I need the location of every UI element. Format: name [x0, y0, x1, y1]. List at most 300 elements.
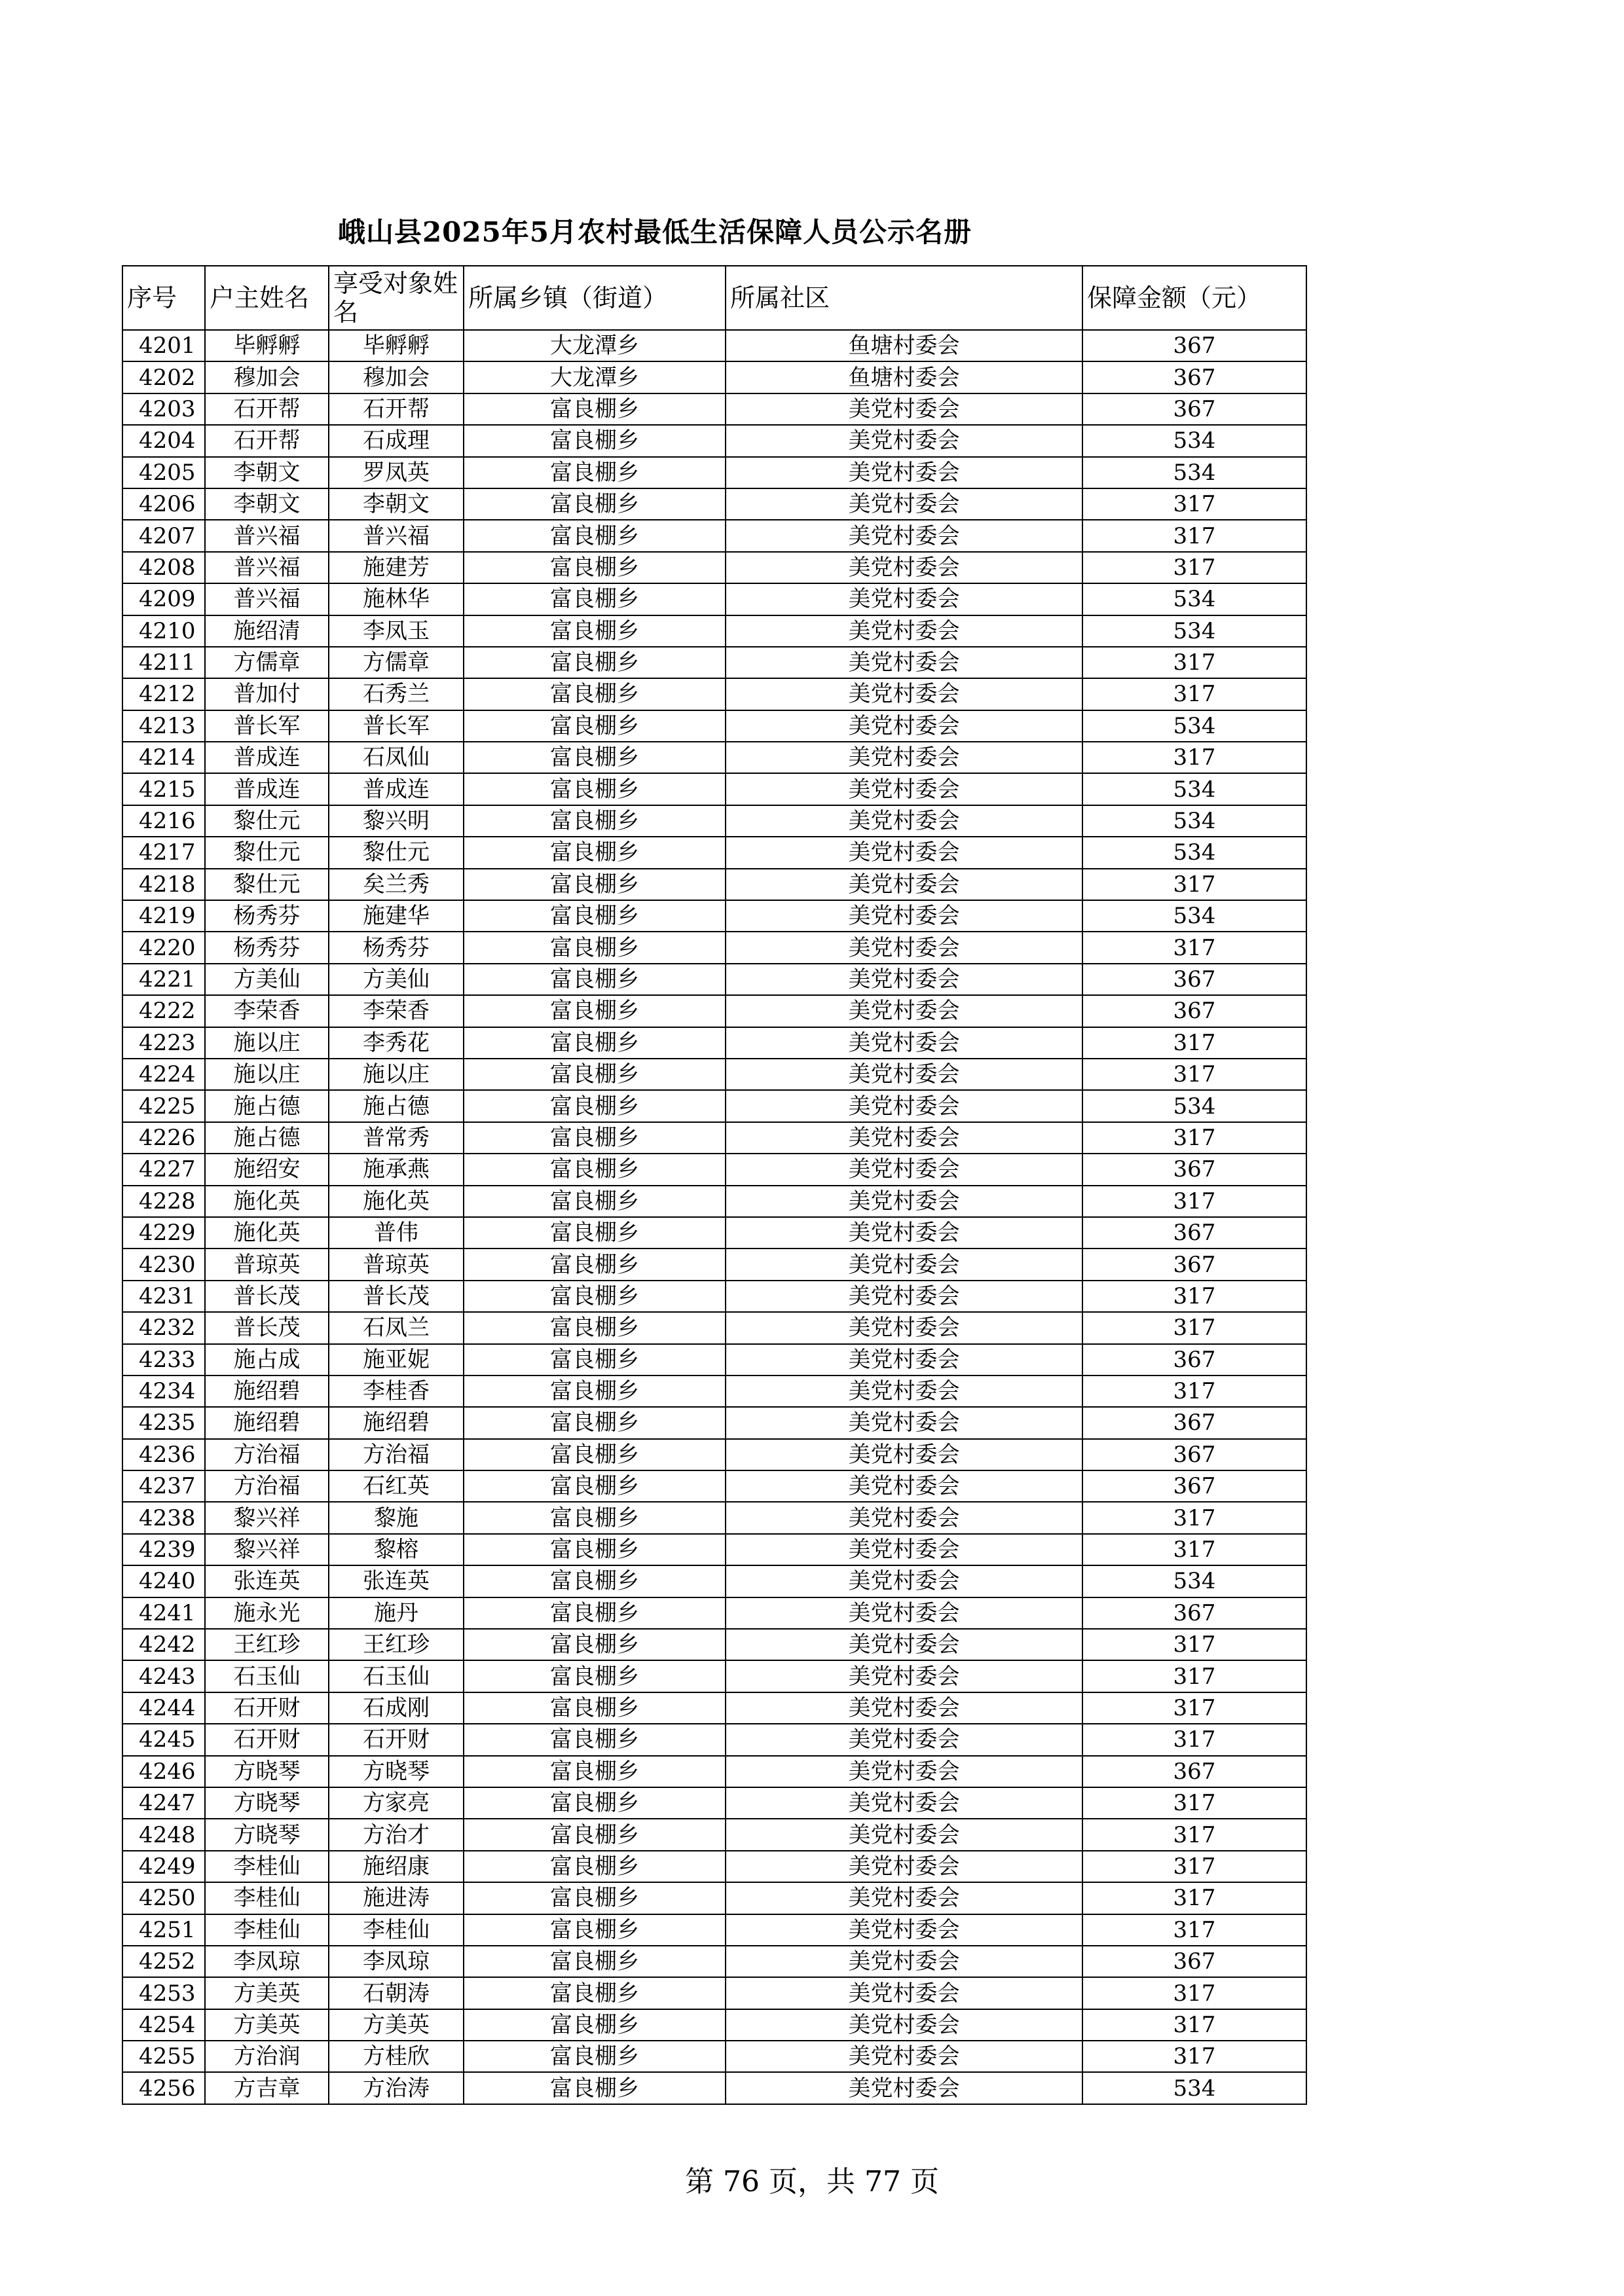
table-row	[122, 773, 1306, 805]
table-row	[122, 457, 1306, 488]
cell-township: 富良棚乡	[464, 1946, 726, 1977]
cell-amount: 534	[1082, 1565, 1306, 1597]
cell-beneficiary: 黎施	[329, 1502, 464, 1533]
cell-township: 富良棚乡	[464, 773, 726, 805]
cell-township: 富良棚乡	[464, 1122, 726, 1154]
cell-index: 4256	[122, 2072, 205, 2104]
cell-beneficiary: 杨秀芬	[329, 932, 464, 963]
table-row	[122, 932, 1306, 963]
cell-beneficiary: 李朝文	[329, 488, 464, 520]
cell-community: 美党村委会	[726, 678, 1082, 710]
cell-beneficiary: 石秀兰	[329, 678, 464, 710]
cell-township: 富良棚乡	[464, 678, 726, 710]
cell-amount: 367	[1082, 964, 1306, 995]
cell-household-head: 普兴福	[205, 552, 329, 583]
cell-community: 美党村委会	[726, 900, 1082, 932]
cell-beneficiary: 普琼英	[329, 1248, 464, 1280]
table-row	[122, 1946, 1306, 1977]
cell-beneficiary: 方治涛	[329, 2072, 464, 2104]
cell-community: 美党村委会	[726, 1186, 1082, 1217]
cell-household-head: 施绍安	[205, 1154, 329, 1185]
cell-beneficiary: 黎兴明	[329, 805, 464, 837]
cell-township: 富良棚乡	[464, 1787, 726, 1819]
cell-township: 富良棚乡	[464, 1376, 726, 1407]
table-row	[122, 1629, 1306, 1660]
cell-household-head: 施占德	[205, 1090, 329, 1121]
table-row	[122, 1312, 1306, 1343]
cell-household-head: 方美英	[205, 1977, 329, 2009]
cell-household-head: 方治润	[205, 2041, 329, 2072]
cell-household-head: 施绍碧	[205, 1376, 329, 1407]
cell-amount: 317	[1082, 552, 1306, 583]
cell-township: 富良棚乡	[464, 1470, 726, 1502]
cell-beneficiary: 李桂香	[329, 1376, 464, 1407]
cell-amount: 367	[1082, 361, 1306, 393]
cell-household-head: 方治福	[205, 1439, 329, 1470]
cell-household-head: 施以庄	[205, 1027, 329, 1059]
cell-community: 鱼塘村委会	[726, 330, 1082, 361]
cell-township: 富良棚乡	[464, 1597, 726, 1629]
cell-amount: 367	[1082, 1344, 1306, 1376]
cell-community: 美党村委会	[726, 1534, 1082, 1565]
table-row	[122, 869, 1306, 900]
cell-township: 富良棚乡	[464, 552, 726, 583]
cell-community: 美党村委会	[726, 1787, 1082, 1819]
cell-community: 美党村委会	[726, 552, 1082, 583]
cell-beneficiary: 石凤仙	[329, 742, 464, 773]
cell-household-head: 方美仙	[205, 964, 329, 995]
cell-amount: 317	[1082, 1281, 1306, 1312]
cell-household-head: 穆加会	[205, 361, 329, 393]
cell-amount: 317	[1082, 2041, 1306, 2072]
cell-household-head: 杨秀芬	[205, 932, 329, 963]
cell-amount: 367	[1082, 1217, 1306, 1248]
cell-index: 4209	[122, 583, 205, 615]
cell-amount: 367	[1082, 1407, 1306, 1438]
cell-amount: 317	[1082, 869, 1306, 900]
table-row	[122, 742, 1306, 773]
cell-community: 美党村委会	[726, 1281, 1082, 1312]
table-row	[122, 615, 1306, 647]
cell-household-head: 石玉仙	[205, 1660, 329, 1692]
header-amount: 保障金额（元）	[1082, 266, 1306, 330]
cell-index: 4239	[122, 1534, 205, 1565]
cell-beneficiary: 普常秀	[329, 1122, 464, 1154]
table-row	[122, 1787, 1306, 1819]
cell-beneficiary: 石开帮	[329, 393, 464, 425]
cell-amount: 317	[1082, 678, 1306, 710]
cell-beneficiary: 施占德	[329, 1090, 464, 1121]
cell-amount: 317	[1082, 2009, 1306, 2041]
cell-index: 4238	[122, 1502, 205, 1533]
cell-township: 富良棚乡	[464, 742, 726, 773]
cell-township: 富良棚乡	[464, 1281, 726, 1312]
cell-township: 富良棚乡	[464, 837, 726, 868]
cell-amount: 367	[1082, 393, 1306, 425]
cell-township: 大龙潭乡	[464, 330, 726, 361]
cell-amount: 534	[1082, 615, 1306, 647]
table-row	[122, 1756, 1306, 1787]
cell-household-head: 黎仕元	[205, 869, 329, 900]
cell-community: 美党村委会	[726, 995, 1082, 1027]
cell-beneficiary: 穆加会	[329, 361, 464, 393]
cell-beneficiary: 张连英	[329, 1565, 464, 1597]
cell-township: 富良棚乡	[464, 520, 726, 551]
table-row	[122, 1882, 1306, 1914]
cell-community: 美党村委会	[726, 2041, 1082, 2072]
cell-amount: 367	[1082, 1946, 1306, 1977]
cell-household-head: 施化英	[205, 1217, 329, 1248]
cell-index: 4202	[122, 361, 205, 393]
cell-amount: 317	[1082, 1851, 1306, 1882]
cell-amount: 317	[1082, 1059, 1306, 1090]
cell-amount: 317	[1082, 1819, 1306, 1850]
cell-beneficiary: 普长军	[329, 710, 464, 742]
cell-household-head: 方治福	[205, 1470, 329, 1502]
cell-township: 富良棚乡	[464, 1851, 726, 1882]
cell-township: 富良棚乡	[464, 710, 726, 742]
cell-township: 富良棚乡	[464, 488, 726, 520]
cell-beneficiary: 施化英	[329, 1186, 464, 1217]
cell-index: 4208	[122, 552, 205, 583]
cell-amount: 317	[1082, 1977, 1306, 2009]
table-row	[122, 1851, 1306, 1882]
cell-amount: 367	[1082, 1248, 1306, 1280]
cell-township: 富良棚乡	[464, 1692, 726, 1724]
table-row	[122, 1217, 1306, 1248]
cell-household-head: 李桂仙	[205, 1914, 329, 1946]
document-title: 峨山县2025年5月农村最低生活保障人员公示名册	[337, 216, 972, 248]
cell-index: 4207	[122, 520, 205, 551]
cell-community: 美党村委会	[726, 1756, 1082, 1787]
cell-township: 富良棚乡	[464, 1027, 726, 1059]
cell-index: 4255	[122, 2041, 205, 2072]
cell-index: 4236	[122, 1439, 205, 1470]
cell-amount: 367	[1082, 995, 1306, 1027]
cell-township: 富良棚乡	[464, 805, 726, 837]
cell-index: 4232	[122, 1312, 205, 1343]
cell-community: 美党村委会	[726, 425, 1082, 456]
cell-index: 4251	[122, 1914, 205, 1946]
cell-household-head: 石开财	[205, 1724, 329, 1755]
cell-beneficiary: 方晓琴	[329, 1756, 464, 1787]
cell-household-head: 石开帮	[205, 425, 329, 456]
cell-household-head: 普琼英	[205, 1248, 329, 1280]
header-township: 所属乡镇（街道）	[464, 266, 726, 330]
cell-index: 4205	[122, 457, 205, 488]
cell-index: 4229	[122, 1217, 205, 1248]
table-row	[122, 1248, 1306, 1280]
cell-amount: 317	[1082, 1312, 1306, 1343]
cell-amount: 534	[1082, 457, 1306, 488]
cell-community: 美党村委会	[726, 1344, 1082, 1376]
table-row	[122, 647, 1306, 678]
table-row	[122, 1597, 1306, 1629]
cell-community: 美党村委会	[726, 1027, 1082, 1059]
table-row	[122, 2072, 1306, 2104]
cell-index: 4224	[122, 1059, 205, 1090]
cell-beneficiary: 方美英	[329, 2009, 464, 2041]
cell-amount: 367	[1082, 1470, 1306, 1502]
cell-amount: 317	[1082, 1724, 1306, 1755]
cell-household-head: 普成连	[205, 742, 329, 773]
table-row	[122, 964, 1306, 995]
table-row	[122, 1186, 1306, 1217]
cell-amount: 317	[1082, 1122, 1306, 1154]
table-row	[122, 710, 1306, 742]
cell-index: 4211	[122, 647, 205, 678]
table-row	[122, 1692, 1306, 1724]
cell-household-head: 黎兴祥	[205, 1502, 329, 1533]
cell-community: 美党村委会	[726, 805, 1082, 837]
cell-beneficiary: 方治才	[329, 1819, 464, 1850]
cell-community: 美党村委会	[726, 1724, 1082, 1755]
table-row	[122, 1027, 1306, 1059]
cell-index: 4204	[122, 425, 205, 456]
cell-index: 4240	[122, 1565, 205, 1597]
table-row	[122, 361, 1306, 393]
cell-amount: 367	[1082, 1439, 1306, 1470]
cell-index: 4253	[122, 1977, 205, 2009]
cell-index: 4252	[122, 1946, 205, 1977]
cell-beneficiary: 方桂欣	[329, 2041, 464, 2072]
cell-household-head: 普兴福	[205, 520, 329, 551]
table-row	[122, 393, 1306, 425]
cell-index: 4234	[122, 1376, 205, 1407]
cell-township: 富良棚乡	[464, 1819, 726, 1850]
cell-household-head: 普长军	[205, 710, 329, 742]
cell-amount: 367	[1082, 1154, 1306, 1185]
cell-community: 美党村委会	[726, 964, 1082, 995]
cell-township: 富良棚乡	[464, 2072, 726, 2104]
cell-township: 富良棚乡	[464, 393, 726, 425]
cell-index: 4218	[122, 869, 205, 900]
cell-amount: 534	[1082, 425, 1306, 456]
cell-amount: 534	[1082, 2072, 1306, 2104]
table-row	[122, 2009, 1306, 2041]
cell-household-head: 施永光	[205, 1597, 329, 1629]
cell-index: 4245	[122, 1724, 205, 1755]
cell-township: 富良棚乡	[464, 1882, 726, 1914]
cell-amount: 367	[1082, 1597, 1306, 1629]
cell-index: 4223	[122, 1027, 205, 1059]
cell-beneficiary: 普伟	[329, 1217, 464, 1248]
cell-beneficiary: 李凤琼	[329, 1946, 464, 1977]
cell-index: 4227	[122, 1154, 205, 1185]
cell-township: 大龙潭乡	[464, 361, 726, 393]
header-beneficiary: 享受对象姓名	[329, 266, 464, 330]
cell-community: 美党村委会	[726, 710, 1082, 742]
cell-beneficiary: 施丹	[329, 1597, 464, 1629]
cell-household-head: 普兴福	[205, 583, 329, 615]
cell-community: 美党村委会	[726, 1470, 1082, 1502]
cell-index: 4219	[122, 900, 205, 932]
cell-household-head: 施占德	[205, 1122, 329, 1154]
cell-township: 富良棚乡	[464, 1154, 726, 1185]
table-row	[122, 1534, 1306, 1565]
cell-beneficiary: 施以庄	[329, 1059, 464, 1090]
cell-beneficiary: 罗凤英	[329, 457, 464, 488]
cell-index: 4231	[122, 1281, 205, 1312]
cell-township: 富良棚乡	[464, 995, 726, 1027]
cell-beneficiary: 方治福	[329, 1439, 464, 1470]
cell-amount: 317	[1082, 1692, 1306, 1724]
cell-index: 4246	[122, 1756, 205, 1787]
table-row	[122, 1660, 1306, 1692]
cell-beneficiary: 石红英	[329, 1470, 464, 1502]
cell-community: 美党村委会	[726, 837, 1082, 868]
cell-community: 美党村委会	[726, 1090, 1082, 1121]
cell-beneficiary: 李凤玉	[329, 615, 464, 647]
cell-township: 富良棚乡	[464, 1724, 726, 1755]
cell-household-head: 王红珍	[205, 1629, 329, 1660]
cell-household-head: 普成连	[205, 773, 329, 805]
cell-township: 富良棚乡	[464, 457, 726, 488]
cell-community: 美党村委会	[726, 2009, 1082, 2041]
cell-index: 4210	[122, 615, 205, 647]
cell-beneficiary: 石玉仙	[329, 1660, 464, 1692]
cell-household-head: 黎仕元	[205, 805, 329, 837]
cell-township: 富良棚乡	[464, 1407, 726, 1438]
cell-index: 4215	[122, 773, 205, 805]
table-row	[122, 1439, 1306, 1470]
cell-index: 4247	[122, 1787, 205, 1819]
cell-township: 富良棚乡	[464, 1248, 726, 1280]
cell-index: 4244	[122, 1692, 205, 1724]
cell-community: 美党村委会	[726, 1629, 1082, 1660]
cell-household-head: 黎兴祥	[205, 1534, 329, 1565]
cell-amount: 317	[1082, 1787, 1306, 1819]
table-row	[122, 1154, 1306, 1185]
table-row	[122, 1565, 1306, 1597]
page-footer: 第 76 页，共 77 页	[685, 2165, 939, 2198]
cell-index: 4212	[122, 678, 205, 710]
header-index: 序号	[122, 266, 205, 330]
cell-township: 富良棚乡	[464, 1977, 726, 2009]
roster-table	[122, 265, 1307, 2105]
cell-township: 富良棚乡	[464, 932, 726, 963]
cell-community: 美党村委会	[726, 869, 1082, 900]
cell-township: 富良棚乡	[464, 1059, 726, 1090]
cell-township: 富良棚乡	[464, 425, 726, 456]
cell-amount: 317	[1082, 1629, 1306, 1660]
cell-index: 4242	[122, 1629, 205, 1660]
cell-household-head: 李桂仙	[205, 1851, 329, 1882]
cell-beneficiary: 毕孵孵	[329, 330, 464, 361]
table-row	[122, 1470, 1306, 1502]
cell-community: 美党村委会	[726, 520, 1082, 551]
cell-household-head: 石开帮	[205, 393, 329, 425]
cell-household-head: 方美英	[205, 2009, 329, 2041]
cell-household-head: 施以庄	[205, 1059, 329, 1090]
cell-community: 美党村委会	[726, 1914, 1082, 1946]
cell-household-head: 方儒章	[205, 647, 329, 678]
table-row	[122, 805, 1306, 837]
cell-township: 富良棚乡	[464, 869, 726, 900]
cell-household-head: 施占成	[205, 1344, 329, 1376]
cell-beneficiary: 石成理	[329, 425, 464, 456]
cell-household-head: 方晓琴	[205, 1819, 329, 1850]
cell-township: 富良棚乡	[464, 2009, 726, 2041]
table-row	[122, 995, 1306, 1027]
cell-township: 富良棚乡	[464, 900, 726, 932]
table-row	[122, 583, 1306, 615]
cell-household-head: 施绍清	[205, 615, 329, 647]
cell-beneficiary: 李荣香	[329, 995, 464, 1027]
cell-amount: 317	[1082, 1914, 1306, 1946]
table-row	[122, 488, 1306, 520]
cell-index: 4226	[122, 1122, 205, 1154]
cell-township: 富良棚乡	[464, 1502, 726, 1533]
cell-community: 美党村委会	[726, 2072, 1082, 2104]
cell-index: 4203	[122, 393, 205, 425]
table-row	[122, 1281, 1306, 1312]
table-row	[122, 1724, 1306, 1755]
cell-index: 4216	[122, 805, 205, 837]
cell-township: 富良棚乡	[464, 1217, 726, 1248]
cell-amount: 534	[1082, 773, 1306, 805]
cell-beneficiary: 石成刚	[329, 1692, 464, 1724]
cell-amount: 317	[1082, 1882, 1306, 1914]
cell-community: 美党村委会	[726, 1977, 1082, 2009]
cell-township: 富良棚乡	[464, 1914, 726, 1946]
table-row	[122, 678, 1306, 710]
cell-beneficiary: 施建芳	[329, 552, 464, 583]
cell-community: 美党村委会	[726, 1439, 1082, 1470]
cell-index: 4214	[122, 742, 205, 773]
cell-community: 美党村委会	[726, 393, 1082, 425]
cell-amount: 367	[1082, 1756, 1306, 1787]
cell-index: 4254	[122, 2009, 205, 2041]
cell-community: 美党村委会	[726, 1692, 1082, 1724]
cell-index: 4220	[122, 932, 205, 963]
cell-household-head: 毕孵孵	[205, 330, 329, 361]
table-row	[122, 1407, 1306, 1438]
cell-household-head: 施绍碧	[205, 1407, 329, 1438]
cell-beneficiary: 石开财	[329, 1724, 464, 1755]
cell-community: 美党村委会	[726, 457, 1082, 488]
cell-household-head: 李桂仙	[205, 1882, 329, 1914]
cell-amount: 317	[1082, 488, 1306, 520]
cell-community: 美党村委会	[726, 1122, 1082, 1154]
cell-community: 美党村委会	[726, 1376, 1082, 1407]
cell-community: 美党村委会	[726, 1248, 1082, 1280]
table-row	[122, 330, 1306, 361]
cell-household-head: 普长茂	[205, 1281, 329, 1312]
cell-household-head: 施化英	[205, 1186, 329, 1217]
cell-amount: 317	[1082, 1660, 1306, 1692]
cell-amount: 317	[1082, 1376, 1306, 1407]
cell-community: 美党村委会	[726, 1565, 1082, 1597]
cell-amount: 317	[1082, 742, 1306, 773]
cell-amount: 534	[1082, 583, 1306, 615]
cell-beneficiary: 普成连	[329, 773, 464, 805]
table-row	[122, 1376, 1306, 1407]
cell-township: 富良棚乡	[464, 1090, 726, 1121]
cell-community: 美党村委会	[726, 1882, 1082, 1914]
cell-beneficiary: 施建华	[329, 900, 464, 932]
cell-amount: 317	[1082, 520, 1306, 551]
cell-amount: 317	[1082, 647, 1306, 678]
cell-household-head: 张连英	[205, 1565, 329, 1597]
cell-beneficiary: 方美仙	[329, 964, 464, 995]
cell-beneficiary: 施绍康	[329, 1851, 464, 1882]
cell-community: 鱼塘村委会	[726, 361, 1082, 393]
cell-township: 富良棚乡	[464, 964, 726, 995]
table-row	[122, 1502, 1306, 1533]
cell-beneficiary: 方儒章	[329, 647, 464, 678]
header-household-head: 户主姓名	[205, 266, 329, 330]
